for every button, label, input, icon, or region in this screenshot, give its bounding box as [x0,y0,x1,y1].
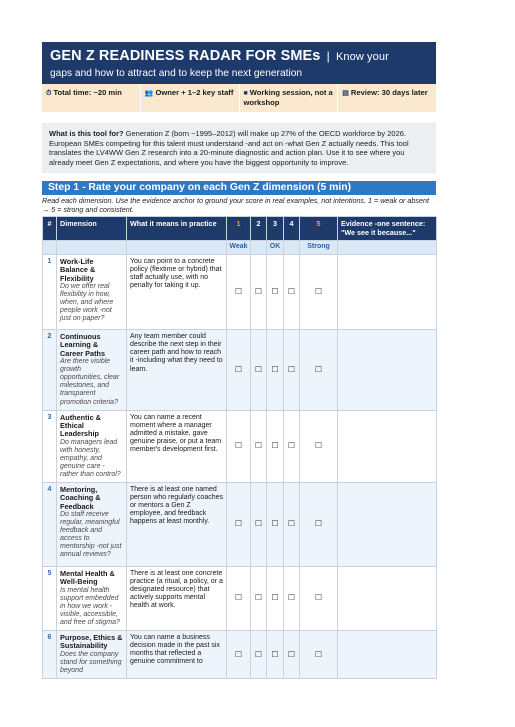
meta-session: ■ Working session, not a workshop [240,84,339,112]
table-header-row [43,217,437,241]
score-5-checkbox[interactable]: ☐ [300,410,338,482]
score-4-checkbox[interactable]: ☐ [284,631,300,679]
col-score-3: 3 [267,217,284,241]
col-score-1: 1 [227,217,251,241]
step-1-heading: Step 1 - Rate your company on each Gen Z dimension (5 min) [42,181,436,195]
dimension-cell [57,410,127,482]
dimension-name: Mental Health & Well-Being [60,569,115,587]
meaning-cell: There is at least one concrete practice (a ritual, a policy, or a designated resource) that actively supports mental health at work. [127,567,227,631]
intro-body: Generation Z (born ~1995–2012) will make up 27% of the OECD workforce by 2026. European SMEs competing for this talent must understand -and act on -what Gen Z actually needs. This tool translates the LV4WW Gen Z research into a 20-minute diagnostic and action plan. Use it to see where you already meet Gen Z expectations, and where you have the biggest opportunity to improve. [49,129,409,167]
score-4-checkbox[interactable]: ☐ [284,255,300,330]
table-row [43,330,437,410]
col-score-2: 2 [251,217,267,241]
score-5-checkbox[interactable]: ☐ [300,483,338,567]
meaning-cell: You can point to a concrete policy (flextime or hybrid) that staff actually use, with no penalty for taking it up. [127,255,227,330]
evidence-input-cell[interactable] [338,567,437,631]
col-meaning: What it means in practice [127,217,227,241]
rating-table [42,216,437,679]
meta-total-time: ⏱ Total time: ~20 min [42,84,141,112]
score-3-checkbox[interactable]: ☐ [267,631,284,679]
intro-box [42,123,436,173]
dimension-question: Do staff receive regular, meaningful feedback and access to mentorship -not just annual reviews? [60,510,122,559]
meaning-cell: There is at least one named person who regularly coaches or mentors a Gen Z employee, and feedback happens at least monthly. [127,483,227,567]
table-row [43,567,437,631]
scale-strong: Strong [300,241,338,255]
score-3-checkbox[interactable]: ☐ [267,410,284,482]
score-2-checkbox[interactable]: ☐ [251,255,267,330]
evidence-input-cell[interactable] [338,483,437,567]
evidence-input-cell[interactable] [338,330,437,410]
score-5-checkbox[interactable]: ☐ [300,255,338,330]
score-3-checkbox[interactable]: ☐ [267,255,284,330]
row-number: 4 [43,483,57,567]
table-row [43,631,437,679]
step-1-instructions: Read each dimension. Use the evidence anchor to ground your score in real examples, not intentions. 1 = weak or absent → 5 = strong and consistent. [42,196,429,214]
meta-review: ▤ Review: 30 days later [342,88,428,97]
score-4-checkbox[interactable]: ☐ [284,330,300,410]
intro-lead: What is this tool for? [49,129,124,138]
evidence-input-cell[interactable] [338,255,437,330]
score-2-checkbox[interactable]: ☐ [251,631,267,679]
table-row [43,410,437,482]
col-evidence: Evidence -one sentence: "We see it because..." [338,217,437,241]
col-score-4: 4 [284,217,300,241]
evidence-input-cell[interactable] [338,410,437,482]
row-number: 3 [43,410,57,482]
score-1-checkbox[interactable]: ☐ [227,631,251,679]
meta-owner: 👥 Owner + 1–2 key staff [141,84,240,112]
meta-strip [42,84,436,112]
col-num: # [43,217,57,241]
table-row [43,255,437,330]
score-3-checkbox[interactable]: ☐ [267,483,284,567]
score-2-checkbox[interactable]: ☐ [251,330,267,410]
scale-row [43,241,437,255]
row-number: 5 [43,567,57,631]
score-5-checkbox[interactable]: ☐ [300,567,338,631]
dimension-cell [57,483,127,567]
col-score-5: 5 [300,217,338,241]
dimension-question: Is mental health support embedded in how we work - visible, accessible, and free of stigma? [60,586,120,626]
dimension-cell [57,567,127,631]
meaning-cell: You can name a business decision made in the past six months that reflected a genuine commitment to [127,631,227,679]
dimension-cell [57,631,127,679]
score-5-checkbox[interactable]: ☐ [300,330,338,410]
dimension-name: Purpose, Ethics & Sustainability [60,633,123,651]
score-2-checkbox[interactable]: ☐ [251,483,267,567]
score-4-checkbox[interactable]: ☐ [284,483,300,567]
dimension-name: Work-Life Balance & Flexibility [60,257,96,283]
score-3-checkbox[interactable]: ☐ [267,567,284,631]
score-2-checkbox[interactable]: ☐ [251,410,267,482]
table-row [43,483,437,567]
score-4-checkbox[interactable]: ☐ [284,410,300,482]
score-1-checkbox[interactable]: ☐ [227,483,251,567]
score-1-checkbox[interactable]: ☐ [227,567,251,631]
page-title: GEN Z READINESS RADAR FOR SMEs [50,48,321,64]
scale-ok: OK [267,241,284,255]
score-1-checkbox[interactable]: ☐ [227,330,251,410]
row-number: 2 [43,330,57,410]
stopwatch-icon: ⏱ [46,90,52,97]
dimension-question: Do we offer real flexibility in how, when, and where people work -not just on paper? [60,283,114,323]
row-number: 6 [43,631,57,679]
dimension-name: Authentic & Ethical Leadership [60,412,101,439]
dimension-name: Mentoring, Coaching & Feedback [60,485,101,511]
score-4-checkbox[interactable]: ☐ [284,567,300,631]
meaning-cell: You can name a recent moment where a manager admitted a mistake, gave genuine praise, or put a team member's development first. [127,410,227,482]
dimension-cell [57,330,127,410]
tagline-rest: gaps and how to attract and to keep the next generation [50,68,303,79]
dimension-question: Does the company stand for something beyond [60,650,122,674]
score-1-checkbox[interactable]: ☐ [227,255,251,330]
dimension-question: Are there visible growth opportunities, clear milestones, and transparent promotion criteria? [60,358,120,406]
score-5-checkbox[interactable]: ☐ [300,631,338,679]
score-3-checkbox[interactable]: ☐ [267,330,284,410]
scale-weak: Weak [227,241,251,255]
row-number: 1 [43,255,57,330]
calendar-icon: ▤ [342,90,349,97]
dimension-cell [57,255,127,330]
dimension-question: Do managers lead with honesty, empathy, and genuine care -rather than control? [60,438,121,478]
tagline-start: Know your [335,51,389,63]
meaning-cell: Any team member could describe the next step in their career path and how to reach it -including what they need to learn. [127,330,227,410]
people-icon: 👥 [144,90,154,97]
page [42,42,436,679]
score-2-checkbox[interactable]: ☐ [251,567,267,631]
col-dimension: Dimension [57,217,127,241]
title-banner [42,42,436,84]
score-1-checkbox[interactable]: ☐ [227,410,251,482]
evidence-input-cell[interactable] [338,631,437,679]
session-icon: ■ [243,90,248,97]
dimension-name: Continuous Learning & Career Paths [60,332,106,358]
title-separator: | [326,49,330,63]
